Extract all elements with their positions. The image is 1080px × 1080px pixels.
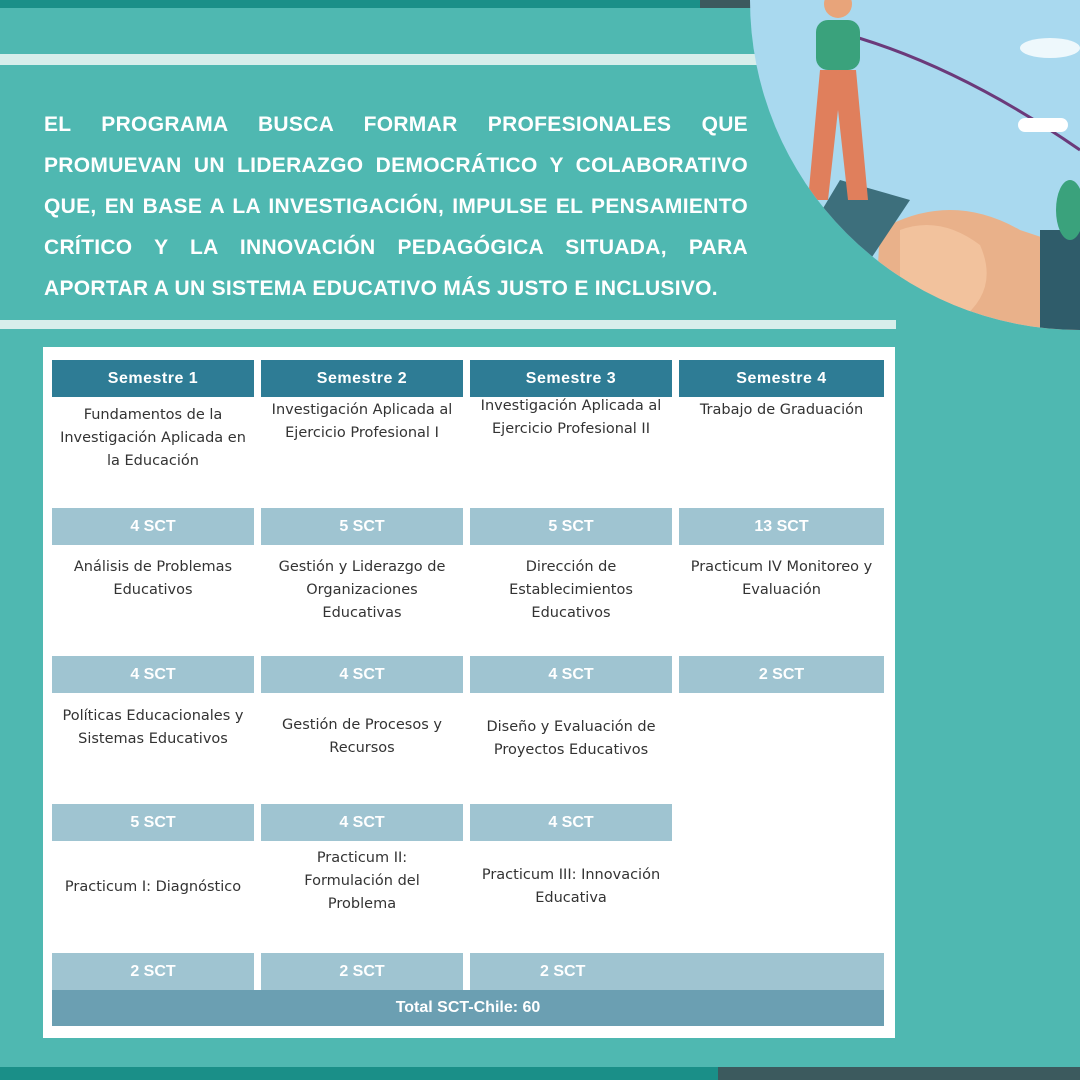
course-s2-4: Practicum II: Formulación del Problema — [304, 849, 420, 912]
sct-s2-3: 4 SCT — [261, 804, 463, 841]
course-s3-3: Diseño y Evaluación de Proyectos Educativos — [486, 719, 656, 758]
course-s2-3: Gestión de Procesos y Recursos — [282, 717, 442, 756]
sct-s2-1: 5 SCT — [261, 508, 463, 545]
sct-s3-4: 2 SCT — [470, 953, 884, 990]
sct-s3-1: 5 SCT — [470, 508, 672, 545]
course-s1-4: Practicum I: Diagnóstico — [64, 878, 242, 895]
semester-1-header: Semestre 1 — [52, 360, 254, 397]
sct-s4-1: 13 SCT — [679, 508, 884, 545]
course-s3-4: Practicum III: Innovación Educativa — [481, 867, 661, 906]
program-description: EL PROGRAMA BUSCA FORMAR PROFESIONALES QUE PROMUEVAN UN LIDERAZGO DEMOCRÁTICO Y COLABORATIVO QUE, EN BASE A LA INVESTIGACIÓN, IMPULSE EL PENSAMIENTO CRÍTICO Y LA INNOVACIÓN PEDAGÓGICA SITUADA, PARA APORTAR A UN SISTEMA EDUCATIVO MÁS JUSTO E INCLUSIVO. — [44, 113, 748, 300]
sct-s1-3: 5 SCT — [52, 804, 254, 841]
course-s1-1: Fundamentos de la Investigación Aplicada en la Educación — [60, 406, 246, 469]
bottom-accent-bar — [0, 1067, 718, 1080]
sct-s1-2: 4 SCT — [52, 656, 254, 693]
semester-3-header: Semestre 3 — [470, 360, 672, 397]
course-s1-3: Políticas Educacionales y Sistemas Educativos — [62, 708, 244, 747]
sct-s2-4: 2 SCT — [261, 953, 463, 990]
course-s2-2: Gestión y Liderazgo de Organizaciones Educativas — [278, 559, 446, 621]
bottom-dark-accent — [718, 1067, 1080, 1080]
semester-2-header: Semestre 2 — [261, 360, 463, 397]
top-divider — [0, 54, 762, 65]
top-accent-bar — [0, 0, 700, 8]
semester-4-header: Semestre 4 — [679, 360, 884, 397]
sct-s1-4: 2 SCT — [52, 953, 254, 990]
total-sct: Total SCT-Chile: 60 — [52, 990, 884, 1026]
illustration-handshake-climbers — [750, 0, 1080, 400]
sct-s2-2: 4 SCT — [261, 656, 463, 693]
course-s1-2: Análisis de Problemas Educativos — [73, 559, 233, 598]
curriculum-table — [43, 347, 895, 1038]
sct-s3-3: 4 SCT — [470, 804, 672, 841]
sct-s3-2: 4 SCT — [470, 656, 672, 693]
sct-s1-1: 4 SCT — [52, 508, 254, 545]
sct-s4-2: 2 SCT — [679, 656, 884, 693]
course-s3-1: Investigación Aplicada al Ejercicio Profesional II — [480, 398, 662, 437]
section-divider — [0, 320, 896, 329]
course-s4-2: Practicum IV Monitoreo y Evaluación — [690, 559, 873, 598]
course-s3-2: Dirección de Establecimientos Educativos — [509, 559, 633, 621]
course-s4-1: Trabajo de Graduación — [699, 402, 864, 418]
course-s2-1: Investigación Aplicada al Ejercicio Profesional I — [271, 402, 453, 441]
